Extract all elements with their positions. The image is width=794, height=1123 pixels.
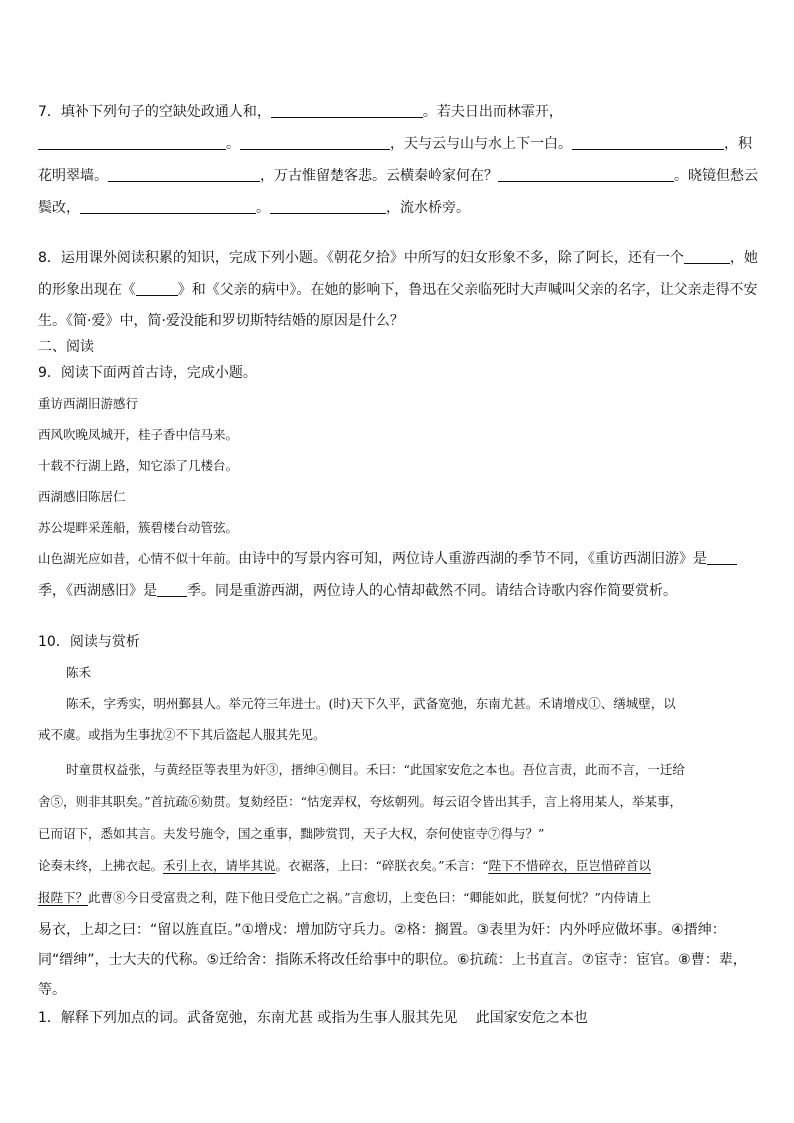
q10-p1-line-2: 戒不虞。或指为生事扰②不下其后盗起人服其先见。 — [38, 727, 326, 742]
poem1-line-1: 西风吹晚凤城开，桂子香中信马来。 — [38, 427, 239, 442]
poem2-title: 西湖感旧陈居仁 — [38, 489, 126, 504]
underlined-sentence: 禾引上衣，请毕其说 — [163, 858, 276, 873]
q10-passage-title: 陈禾 — [66, 665, 92, 680]
poem1-line-2: 十载不行湖上路，知它添了几楼台。 — [38, 458, 239, 473]
answer-blank[interactable] — [684, 249, 730, 264]
poem1-title: 重访西湖旧游感行 — [38, 396, 139, 411]
answer-blank[interactable] — [270, 199, 386, 214]
answer-blank[interactable] — [108, 167, 260, 182]
q8-line-3: 生。《简·爱》中，简·爱没能和罗切斯特结婚的原因是什么？ — [38, 313, 404, 329]
q8-line-1: 8．运用课外阅读积累的知识，完成下列小题。《朝花夕拾》中所写的妇女形象不多，除了阿长，还有一个 ，她 — [38, 250, 758, 266]
q7-line-2: 。 ，天与云与山与水上下一白。 ，积 — [38, 134, 752, 154]
q10-intro: 10．阅读与赏析 — [38, 634, 140, 650]
q10-p3-line-1: 论奏未终，上拂衣起。禾引上衣，请毕其说。衣裾落，上曰：“碎朕衣矣。”禾言：“陛下不惜碎衣，臣岂惜碎首以 — [38, 858, 651, 873]
q10-sub-question-1: 1．解释下列加点的词。武备宽弛，东南尤甚 或指为生事人服其先见 此国家安危之本也 — [38, 1010, 588, 1026]
underlined-sentence: 报陛下？ — [38, 890, 89, 905]
answer-blank[interactable] — [271, 103, 423, 118]
q10-p2-line-2: 舍⑤，则非其职矣。”首抗疏⑥劾贯。复劾经臣：“怙宠弄权，夸炫朝列。每云诏令皆出其手，言上将用某人，举某事， — [38, 794, 683, 809]
q8-line-2: 的形象出现在《 》和《父亲的病中》。在她的影响下，鲁迅在父亲临死时大声喊叫父亲的名字，让父亲走得不安 — [38, 282, 758, 298]
answer-blank[interactable] — [136, 281, 178, 296]
q7-line-1: 7．填补下列句子的空缺处政通人和， 。若夫日出而林霏开， — [38, 104, 563, 120]
answer-blank[interactable] — [240, 135, 390, 150]
q10-p3-line-4: 同“缙绅”，士大夫的代称。⑤迁给舍：指陈禾将改任给事中的职位。⑥抗疏：上书直言。⑦宦寺：宦官。⑧曹：辈， — [38, 952, 747, 968]
q7-line-3: 花明翠墙。 ，万古惟留楚客悲。云横秦岭家何在？ 。晓镜但愁云 — [38, 168, 758, 184]
answer-blank[interactable] — [572, 135, 724, 150]
answer-blank[interactable] — [80, 199, 256, 214]
answer-blank[interactable] — [38, 135, 226, 150]
q9-line-3: 季，《西湖感旧》是 季。同是重游西湖，两位诗人的心情却截然不同。请结合诗歌内容作简要赏析。 — [38, 583, 677, 599]
q7-line-4: 鬓改， 。 ，流水桥旁。 — [38, 200, 470, 216]
answer-blank[interactable] — [707, 550, 737, 565]
q10-p2-line-1: 时童贯权益张，与黄经臣等表里为奸③，搢绅④侧目。禾曰：“此国家安危之本也。吾位言责，此而不言，一迁给 — [66, 762, 685, 777]
q10-p1-line-1: 陈禾，字秀实，明州鄞县人。举元符三年进士。(时)天下久平，武备宽弛，东南尤甚。禾请增戍①、缮城壁，以 — [66, 696, 676, 711]
section-heading: 二、阅读 — [38, 339, 94, 355]
poem2-line-1: 苏公堤畔采莲船，簇碧楼台动管弦。 — [38, 520, 239, 535]
q10-p3-line-5: 等。 — [38, 982, 66, 998]
poem2-line-2: 山色湖光应如昔，心情不似十年前。由诗中的写景内容可知，两位诗人重游西湖的季节不同，《重访西湖旧游》是 — [38, 549, 737, 569]
answer-blank[interactable] — [157, 582, 187, 597]
q10-p2-line-3: 已而诏下，悉如其言。夫发号施令，国之重事，黜陟赏罚，天子大权，奈何使宦寺⑦得与？” — [38, 826, 545, 841]
underlined-sentence: 陛下不惜碎衣，臣岂惜碎首以 — [488, 858, 651, 873]
q10-p3-line-2: 报陛下？此曹⑧今日受富贵之利，陛下他日受危亡之祸。”言愈切，上变色曰：“卿能如此，朕复何忧？”内侍请上 — [38, 890, 651, 905]
q10-p3-line-3: 易衣，上却之曰：“留以旌直臣。”①增戍：增加防守兵力。②格：搁置。③表里为奸：内外呼应做坏事。④搢绅： — [38, 922, 726, 938]
q9-intro: 9．阅读下面两首古诗，完成小题。 — [38, 365, 257, 381]
answer-blank[interactable] — [498, 167, 674, 182]
